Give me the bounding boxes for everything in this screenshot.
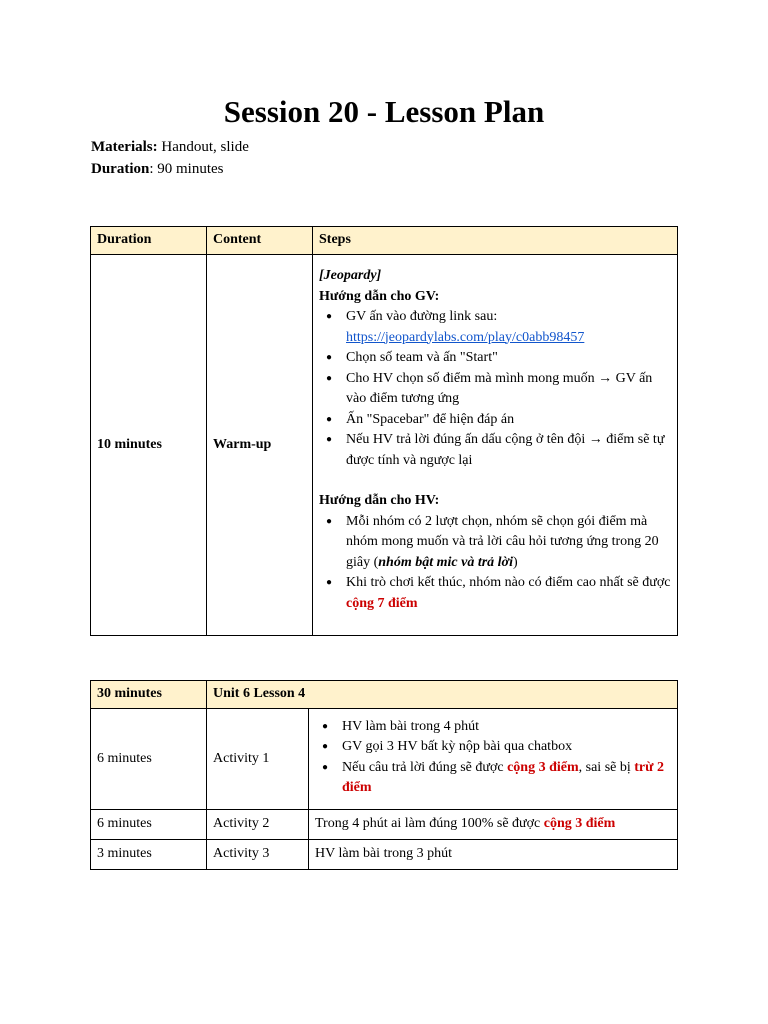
steps-cell [313, 255, 678, 636]
lesson-meta [91, 136, 249, 180]
row-duration: 3 minutes [91, 840, 207, 870]
header-steps: Steps [313, 227, 678, 255]
row-content: Warm-up [207, 255, 313, 636]
table-header-row [91, 681, 678, 709]
duration-label: Duration [91, 161, 150, 177]
list-item: ● Nếu câu trả lời đúng sẽ được cộng 3 điểm, sai sẽ bị trừ 2 điểm [315, 758, 671, 799]
header-time: 30 minutes [91, 681, 207, 709]
row-duration: 6 minutes [91, 709, 207, 810]
materials-line [91, 136, 249, 158]
list-item: ● HV làm bài trong 4 phút [315, 717, 671, 738]
list-item: ● GV gọi 3 HV bất kỳ nộp bài qua chatbox [315, 737, 671, 758]
row-content: Activity 2 [207, 810, 309, 840]
gv-heading: Hướng dẫn cho GV: [319, 288, 440, 304]
jeopardy-link[interactable]: https://jeopardylabs.com/play/c0abb98457 [346, 329, 585, 345]
list-item: ● Khi trò chơi kết thúc, nhóm nào có điểm cao nhất sẽ được cộng 7 điểm [319, 573, 671, 614]
table-row [91, 840, 678, 870]
list-item: ● Nếu HV trả lời đúng ấn dấu cộng ở tên đội → điểm sẽ tự được tính và ngược lại [319, 430, 671, 471]
table-header-row [91, 227, 678, 255]
warmup-table [90, 226, 678, 636]
header-content: Content [207, 227, 313, 255]
materials-label: Materials: [91, 139, 158, 155]
hv-steps-list [319, 512, 671, 615]
duration-line [91, 158, 249, 180]
row-duration: 10 minutes [91, 255, 207, 636]
row-steps: HV làm bài trong 3 phút [309, 840, 678, 870]
materials-value: Handout, slide [157, 139, 249, 155]
row-steps: Trong 4 phút ai làm đúng 100% sẽ được cộng 3 điểm [309, 810, 678, 840]
game-name: [Jeopardy] [319, 268, 382, 283]
list-item: ● GV ấn vào đường link sau: https://jeopardylabs.com/play/c0abb98457 [319, 307, 671, 348]
list-item: ● Mỗi nhóm có 2 lượt chọn, nhóm sẽ chọn gói điểm mà nhóm mong muốn và trả lời câu hỏi tương ứng trong 20 giây (nhóm bật mic và trả lời) [319, 512, 671, 574]
header-duration: Duration [91, 227, 207, 255]
row-duration: 6 minutes [91, 810, 207, 840]
row-content: Activity 1 [207, 709, 309, 810]
table-row [91, 709, 678, 810]
list-item: ● Cho HV chọn số điểm mà mình mong muốn → GV ấn vào điểm tương ứng [319, 369, 671, 410]
hv-heading: Hướng dẫn cho HV: [319, 493, 440, 508]
row-steps [309, 709, 678, 810]
page-title: Session 20 - Lesson Plan [223, 94, 545, 129]
table-row [91, 810, 678, 840]
table-row [91, 255, 678, 636]
list-item: ● Ấn "Spacebar" để hiện đáp án [319, 410, 671, 431]
header-unit: Unit 6 Lesson 4 [207, 681, 678, 709]
duration-value: : 90 minutes [149, 161, 224, 177]
activities-table [90, 680, 678, 870]
list-item: ● Chọn số team và ấn "Start" [319, 348, 671, 369]
activity-steps-list [315, 717, 671, 799]
bonus-points: cộng 7 điểm [346, 595, 418, 611]
gv-steps-list [319, 307, 671, 471]
row-content: Activity 3 [207, 840, 309, 870]
